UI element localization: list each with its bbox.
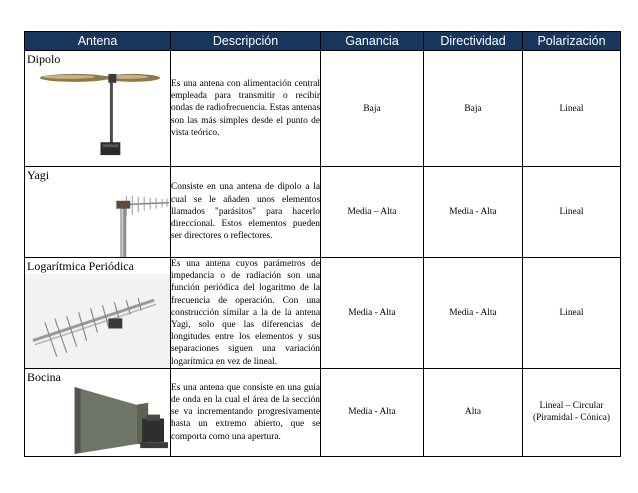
log-periodic-antenna-photo <box>25 274 170 368</box>
antenna-name: Logarítmica Periódica <box>27 259 134 273</box>
antenna-cell-bocina <box>25 368 171 456</box>
header-descripcion: Descripción <box>171 32 321 51</box>
antenna-cell-logaritmica <box>25 258 171 369</box>
descripcion-cell: Es una antena con alimentación central empleada para transmitir o recibir ondas de radiofrecuencia. Estas antenas son las más simples desde el punto de vista teórico. <box>171 51 321 167</box>
directividad-cell: Alta <box>424 368 523 456</box>
directividad-cell: Media - Alta <box>424 258 523 369</box>
antenna-cell-dipolo <box>25 51 171 167</box>
descripcion-cell: Es una antena cuyos parámetros de impedancia o de radiación son una función periódica del logaritmo de la frecuencia de operación. Con una construcción similar a la de la antena Yagi, solo que las diferencias de longitudes entre los elementos y sus separaciones siguen una variación logarítmica en vez de lineal. <box>171 259 320 367</box>
header-polarizacion: Polarización <box>523 32 621 51</box>
antenna-name: Yagi <box>27 168 50 182</box>
header-antena: Antena <box>25 32 171 51</box>
horn-antenna-photo <box>25 385 170 456</box>
polarizacion-cell: Lineal <box>523 51 621 167</box>
antenna-name: Dipolo <box>27 52 61 66</box>
ganancia-cell: Media – Alta <box>321 167 424 258</box>
header-row <box>25 32 621 51</box>
ganancia-cell: Baja <box>321 51 424 167</box>
descripcion-cell: Consiste en una antena de dipolo a la cual se le añaden unos elementos llamados "parásitos" para hacerlo direccional. Estos elementos pueden ser directores o reflectores. <box>171 167 321 258</box>
yagi-antenna-photo <box>25 183 170 257</box>
header-directividad: Directividad <box>424 32 523 51</box>
directividad-cell: Media - Alta <box>424 167 523 258</box>
antenna-cell-yagi <box>25 167 171 258</box>
antenna-name: Bocina <box>27 369 61 384</box>
polarizacion-cell: Lineal <box>523 167 621 258</box>
table-row <box>25 258 621 369</box>
antenna-table <box>24 31 621 457</box>
table-row <box>25 368 621 456</box>
polarizacion-cell: Lineal <box>523 258 621 369</box>
header-ganancia: Ganancia <box>321 32 424 51</box>
polarizacion-cell <box>523 368 621 456</box>
directividad-cell: Baja <box>424 51 523 167</box>
descripcion-cell: Es una antena que consiste en una guía de onda en la cual el área de la sección se va incrementando progresivamente hasta un extremo abierto, que se comporta como una apertura. <box>171 368 321 456</box>
polarizacion-line-1: Lineal – Circular <box>539 401 604 412</box>
table-row <box>25 167 621 258</box>
table-row <box>25 51 621 167</box>
dipole-antenna-photo <box>25 67 170 166</box>
polarizacion-line-2: (Piramidal - Cónica) <box>532 413 611 424</box>
ganancia-cell: Media - Alta <box>321 258 424 369</box>
ganancia-cell: Media - Alta <box>321 368 424 456</box>
